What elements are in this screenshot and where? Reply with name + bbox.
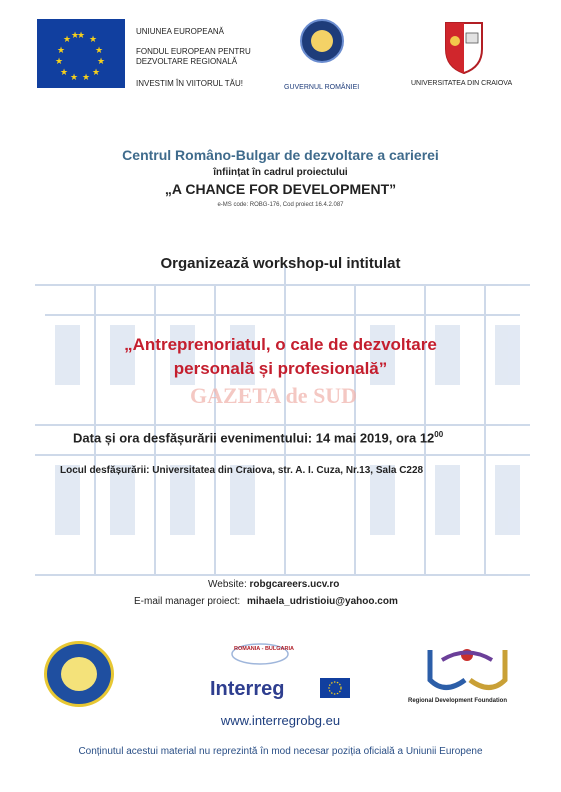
interreg-brand-text: Interreg <box>210 678 285 700</box>
university-crest-icon <box>442 19 486 75</box>
eu-text-line: FONDUL EUROPEAN PENTRU <box>136 47 251 56</box>
government-label: GUVERNUL ROMÂNIEI <box>284 84 360 91</box>
event-location: Locul desfășurării: Universitatea din Craiova, str. A. I. Cuza, Nr.13, Sala C228 <box>60 465 424 476</box>
eu-text-line: DEZVOLTARE REGIONALĂ <box>136 57 238 66</box>
rdf-logo-icon <box>420 640 515 696</box>
newspaper-watermark: GAZETA de SUD <box>190 383 358 408</box>
eu-text-line: INVESTIM ÎN VIITORUL TĂU! <box>136 79 243 88</box>
workshop-title-line: „Antreprenoriatul, o cale de dezvoltare <box>124 335 437 354</box>
event-date <box>73 430 443 445</box>
rdf-label: Regional Development Foundation <box>408 698 508 704</box>
academy-logo-icon <box>44 641 114 707</box>
organizes-heading: Organizează workshop-ul intitulat <box>160 255 401 272</box>
project-name: „A CHANCE FOR DEVELOPMENT” <box>164 181 397 197</box>
event-date-minutes: 00 <box>434 430 444 439</box>
website-label: Website: <box>208 579 247 590</box>
workshop-title <box>0 333 561 381</box>
eu-text-line: UNIUNEA EUROPEANĂ <box>136 27 225 36</box>
government-seal-icon <box>300 19 344 63</box>
interreg-logo <box>208 640 353 706</box>
email-label: E-mail manager proiect: <box>134 596 241 607</box>
email-line <box>134 596 398 607</box>
event-date-text: Data și ora desfășurării evenimentului: 14 mai 2019, ora 12 <box>73 430 435 446</box>
eu-flag-icon: ★ ★ ★ ★ ★ ★ ★ ★ ★ ★ ★ ★ <box>37 19 125 88</box>
interreg-region-text: ROMANIA - BULGARIA <box>234 646 294 652</box>
interreg-site-link[interactable]: www.interregrobg.eu <box>220 713 341 728</box>
workshop-title-line: personală și profesională” <box>173 359 388 378</box>
interreg-eu-flag-icon <box>320 678 350 698</box>
website-line <box>208 579 339 590</box>
website-link[interactable]: robgcareers.ucv.ro <box>249 579 340 590</box>
eu-disclaimer: Conținutul acestui material nu reprezintă în mod necesar poziția oficială a Uniunii Europene <box>78 746 483 757</box>
center-name: Centrul Româno-Bulgar de dezvoltare a carierei <box>122 147 439 163</box>
university-label: UNIVERSITATEA DIN CRAIOVA <box>411 80 513 87</box>
email-link[interactable]: mihaela_udristioiu@yahoo.com <box>246 596 398 607</box>
project-code: e-MS code: ROBG-176, Cod proiect 16.4.2.087 <box>217 202 344 208</box>
founded-text: înființat în cadrul proiectului <box>213 167 348 178</box>
